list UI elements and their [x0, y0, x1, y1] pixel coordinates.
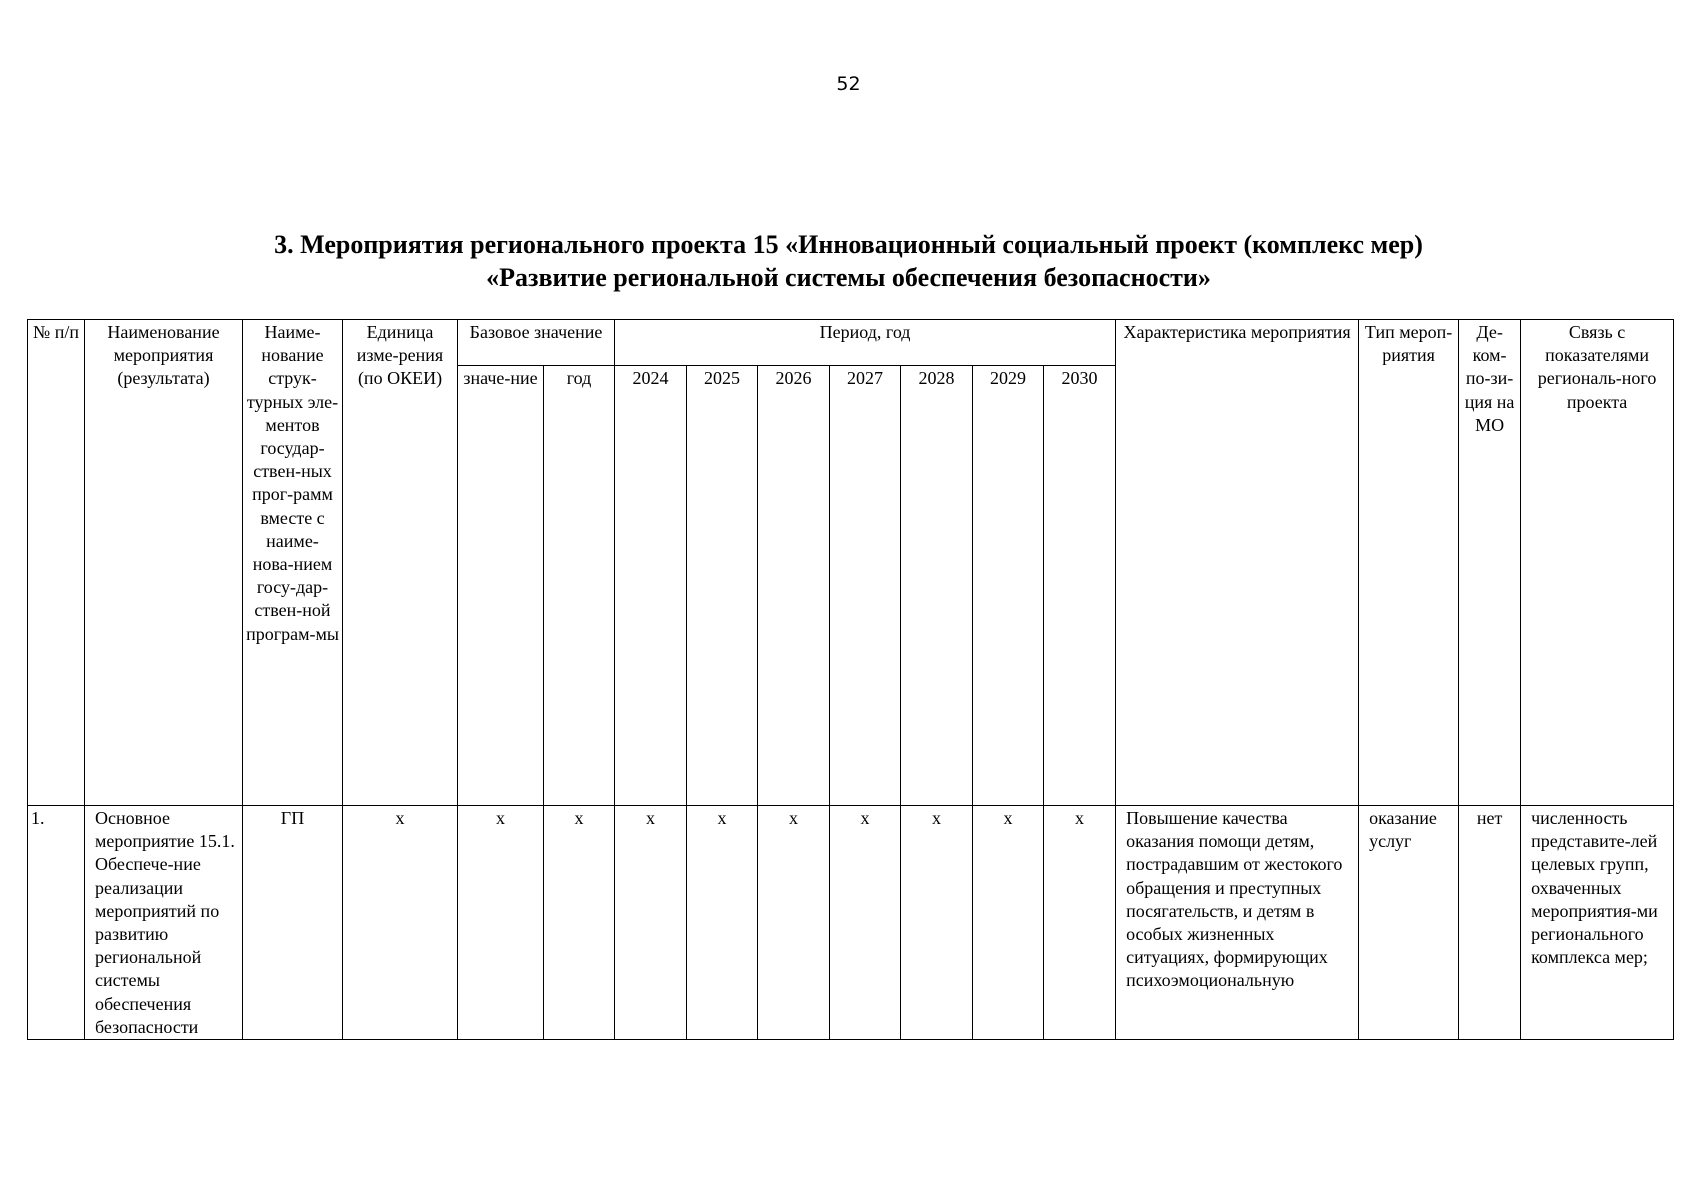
header-link: Связь с показателями региональ-ного проекта	[1521, 320, 1674, 806]
cell-year-2025: х	[687, 806, 758, 1040]
table-row	[28, 806, 1674, 1040]
header-period: Период, год	[615, 320, 1116, 366]
cell-link: численность представите-лей целевых групп, охваченных мероприятия-ми регионального комплекса мер;	[1521, 806, 1674, 1040]
header-year-2028: 2028	[901, 366, 973, 806]
cell-year-2029: х	[973, 806, 1044, 1040]
cell-characteristic: Повышение качества оказания помощи детям, пострадавшим от жестокого обращения и преступных посягательств, и детям в особых жизненных ситуациях, формирующих психоэмоциональную	[1116, 806, 1359, 1040]
header-base-year: год	[544, 366, 615, 806]
header-year-2030: 2030	[1044, 366, 1116, 806]
cell-struct: ГП	[243, 806, 343, 1040]
header-row-1	[28, 320, 1674, 366]
cell-type: оказание услуг	[1359, 806, 1459, 1040]
cell-year-2027: х	[830, 806, 901, 1040]
cell-base-value: х	[458, 806, 544, 1040]
cell-year-2024: х	[615, 806, 687, 1040]
cell-year-2028: х	[901, 806, 973, 1040]
header-year-2027: 2027	[830, 366, 901, 806]
header-decomposition: Де-ком-по-зи-ция на МО	[1459, 320, 1521, 806]
header-year-2025: 2025	[687, 366, 758, 806]
header-name: Наименование мероприятия (результата)	[85, 320, 243, 806]
cell-year-2026: х	[758, 806, 830, 1040]
document-title	[0, 228, 1697, 294]
header-year-2026: 2026	[758, 366, 830, 806]
title-line-1: 3. Мероприятия регионального проекта 15 «Инновационный социальный проект (комплекс мер)	[274, 230, 1423, 259]
header-year-2024: 2024	[615, 366, 687, 806]
header-num: № п/п	[28, 320, 85, 806]
cell-base-year: х	[544, 806, 615, 1040]
measures-table	[27, 319, 1674, 1040]
cell-name: Основное мероприятие 15.1. Обеспече-ние реализации мероприятий по развитию региональной системы обеспечения безопасности	[85, 806, 243, 1040]
header-unit: Единица изме-рения (по ОКЕИ)	[343, 320, 458, 806]
cell-unit: х	[343, 806, 458, 1040]
cell-num: 1.	[28, 806, 85, 1040]
cell-year-2030: х	[1044, 806, 1116, 1040]
header-base: Базовое значение	[458, 320, 615, 366]
page-number: 52	[836, 73, 861, 95]
cell-decomposition: нет	[1459, 806, 1521, 1040]
header-characteristic: Характеристика мероприятия	[1116, 320, 1359, 806]
header-type: Тип мероп-риятия	[1359, 320, 1459, 806]
header-year-2029: 2029	[973, 366, 1044, 806]
header-struct: Наиме-нование струк-турных эле-ментов государ-ствен-ных прог-рамм вместе с наиме-нова-нием госу-дар-ствен-ной програм-мы	[243, 320, 343, 806]
header-base-value: значе-ние	[458, 366, 544, 806]
title-line-2: «Развитие региональной системы обеспечения безопасности»	[486, 263, 1211, 292]
